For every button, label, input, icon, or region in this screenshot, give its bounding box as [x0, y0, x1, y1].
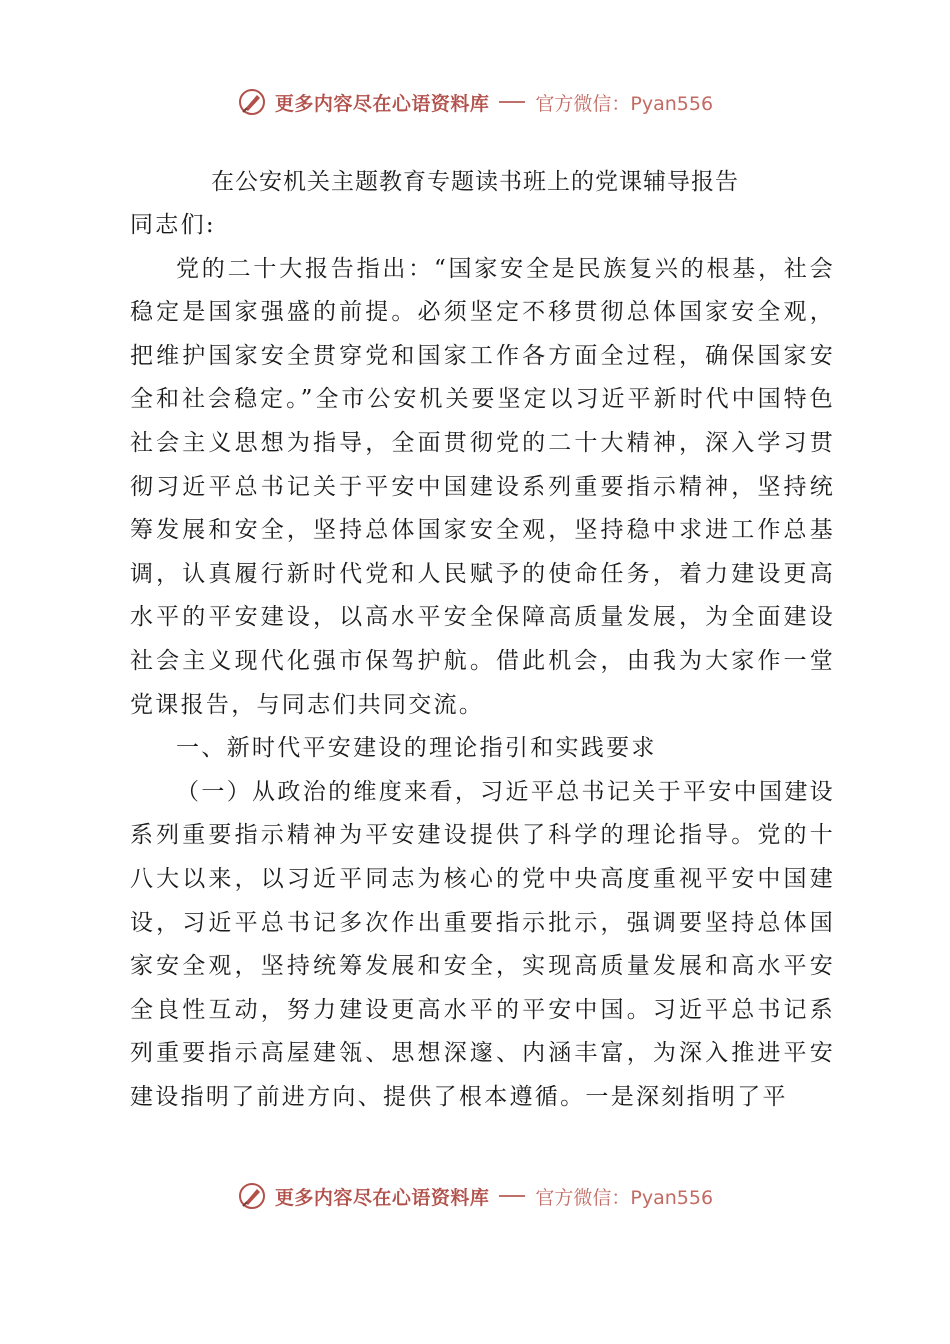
banner-title: 更多内容尽在心语资料库	[274, 92, 490, 115]
salutation: 同志们:	[130, 212, 216, 238]
document-title: 在公安机关主题教育专题读书班上的党课辅导报告	[211, 169, 739, 195]
quill-pen-logo-icon	[237, 1181, 267, 1211]
banner-contact: 官方微信：Pyan556	[535, 92, 714, 115]
document-body	[130, 204, 835, 1119]
banner-divider	[499, 1195, 525, 1197]
header-watermark-banner	[0, 82, 950, 122]
banner-contact: 官方微信：Pyan556	[535, 1186, 714, 1209]
section-heading: 一、新时代平安建设的理论指引和实践要求	[176, 735, 657, 762]
quill-pen-logo-icon	[237, 87, 267, 117]
body-paragraph: 党的二十大报告指出：“国家安全是民族复兴的根基，社会稳定是国家强盛的前提。必须坚定不移贯彻总体国家安全观，把维护国家安全贯穿党和国家工作各方面全过程，确保国家安全和社会稳定。”全市公安机关要坚定以习近平新时代中国特色社会主义思想为指导，全面贯彻党的二十大精神，深入学习贯彻习近平总书记关于平安中国建设系列重要指示精神，坚持统筹发展和安全，坚持总体国家安全观，坚持稳中求进工作总基调，认真履行新时代党和人民赋予的使命任务，着力建设更高水平的平安建设，以高水平安全保障高质量发展，为全面建设社会主义现代化强市保驾护航。借此机会，由我为大家作一堂党课报告，与同志们共同交流。	[130, 255, 835, 718]
banner-divider	[499, 101, 525, 103]
footer-watermark-banner	[0, 1176, 950, 1216]
section-paragraph: （一）从政治的维度来看，习近平总书记关于平安中国建设系列重要指示精神为平安建设提供了科学的理论指导。党的十八大以来，以习近平同志为核心的党中央高度重视平安中国建设，习近平总书记多次作出重要指示批示，强调要坚持总体国家安全观，坚持统筹发展和安全，实现高质量发展和高水平安全良性互动，努力建设更高水平的平安中国。习近平总书记系列重要指示高屋建瓴、思想深邃、内涵丰富，为深入推进平安建设指明了前进方向、提供了根本遵循。一是深刻指明了平	[130, 778, 835, 1110]
banner-title: 更多内容尽在心语资料库	[274, 1186, 490, 1209]
